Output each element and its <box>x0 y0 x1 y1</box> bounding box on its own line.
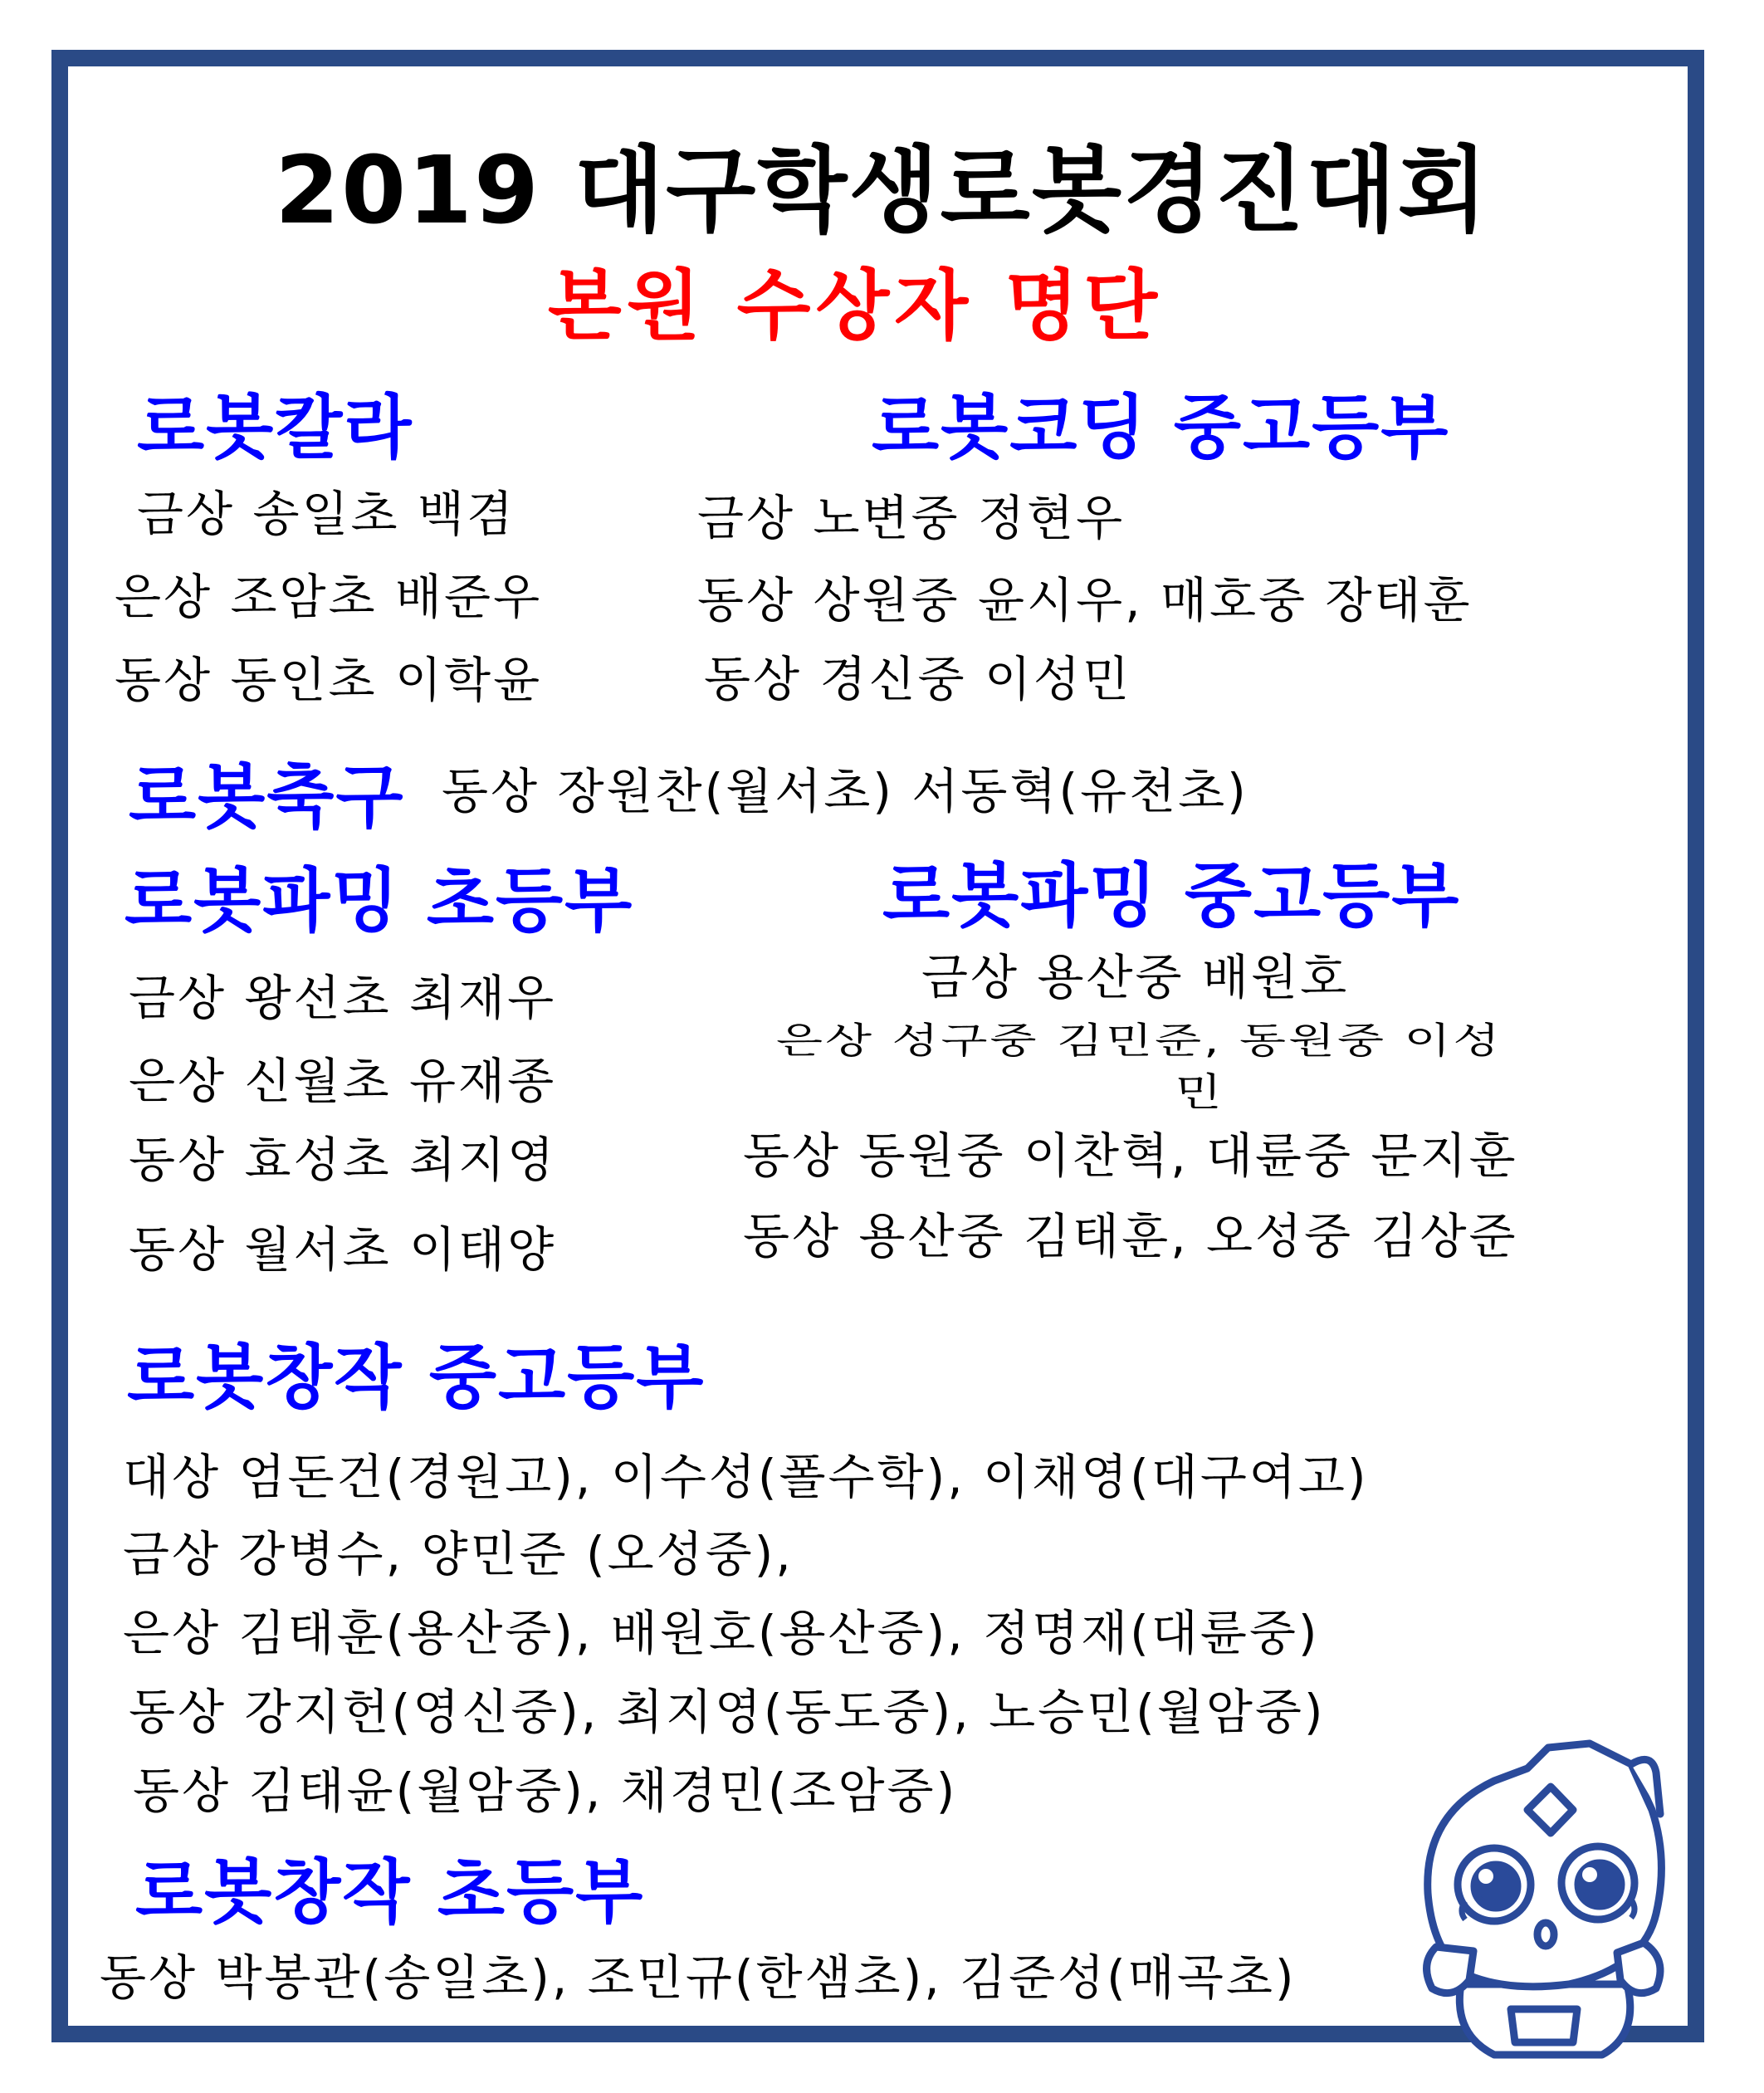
award-line: 동상 동원중 이찬혁, 대륜중 문지훈 <box>743 1127 1518 1184</box>
award-line: 동상 동인초 이학윤 <box>115 652 543 708</box>
page-title: 2019 대구학생로봇경진대회 <box>275 137 1489 245</box>
award-line: 동상 강지헌(영신중), 최지영(동도중), 노승민(월암중) <box>129 1684 1326 1740</box>
section-heading: 로봇창작 초등부 <box>135 1851 645 1933</box>
award-line: 동상 월서초 이태양 <box>129 1221 557 1278</box>
award-line: 동상 경신중 이성민 <box>704 651 1132 707</box>
award-line: 금상 왕선초 최재우 <box>129 970 557 1026</box>
award-line-wrap: 민 <box>1175 1069 1224 1115</box>
page-subtitle: 본원 수상자 명단 <box>547 262 1163 350</box>
section-heading: 로봇창작 중고등부 <box>127 1337 706 1418</box>
section-heading: 로봇칼라 <box>137 387 413 468</box>
section-heading: 로봇파밍 초등부 <box>125 860 634 941</box>
robot-mascot-icon <box>1403 1735 1685 2059</box>
award-line: 동상 상원중 윤시우, 매호중 장태훈 <box>697 572 1473 628</box>
award-line: 은상 조암초 배준우 <box>115 569 543 625</box>
award-line: 은상 김태훈(용산중), 배원호(용산중), 정명재(대륜중) <box>123 1605 1320 1661</box>
award-line: 금상 용산중 배원호 <box>921 949 1350 1005</box>
award-line: 금상 송일초 백겸 <box>137 486 516 542</box>
award-line: 동상 김태윤(월암중), 채경민(조암중) <box>133 1763 958 1819</box>
award-line: 대상 엄돈건(경원고), 이수성(폴수학), 이채영(대구여고) <box>123 1449 1369 1505</box>
award-line: 동상 장원찬(월서초) 서동혁(유천초) <box>442 763 1248 819</box>
section-heading: 로봇코딩 중고등부 <box>872 387 1450 468</box>
award-line: 금상 노변중 정현우 <box>697 490 1126 546</box>
award-line: 동상 용산중 김태훈, 오성중 김상준 <box>743 1208 1518 1264</box>
award-line: 은상 성구중 김민준, 동원중 이성 <box>776 1019 1503 1062</box>
section-heading: 로봇파밍 중고등부 <box>882 855 1461 936</box>
award-line: 금상 강병수, 양민준 (오성중), <box>123 1526 794 1582</box>
award-line: 동상 박봉관(송일초), 조민규(한샘초), 김준성(매곡초) <box>100 1949 1297 2006</box>
section-heading: 로봇축구 <box>129 756 405 838</box>
award-line: 동상 효성초 최지영 <box>129 1132 557 1188</box>
award-line: 은상 신월초 유재종 <box>129 1053 557 1109</box>
